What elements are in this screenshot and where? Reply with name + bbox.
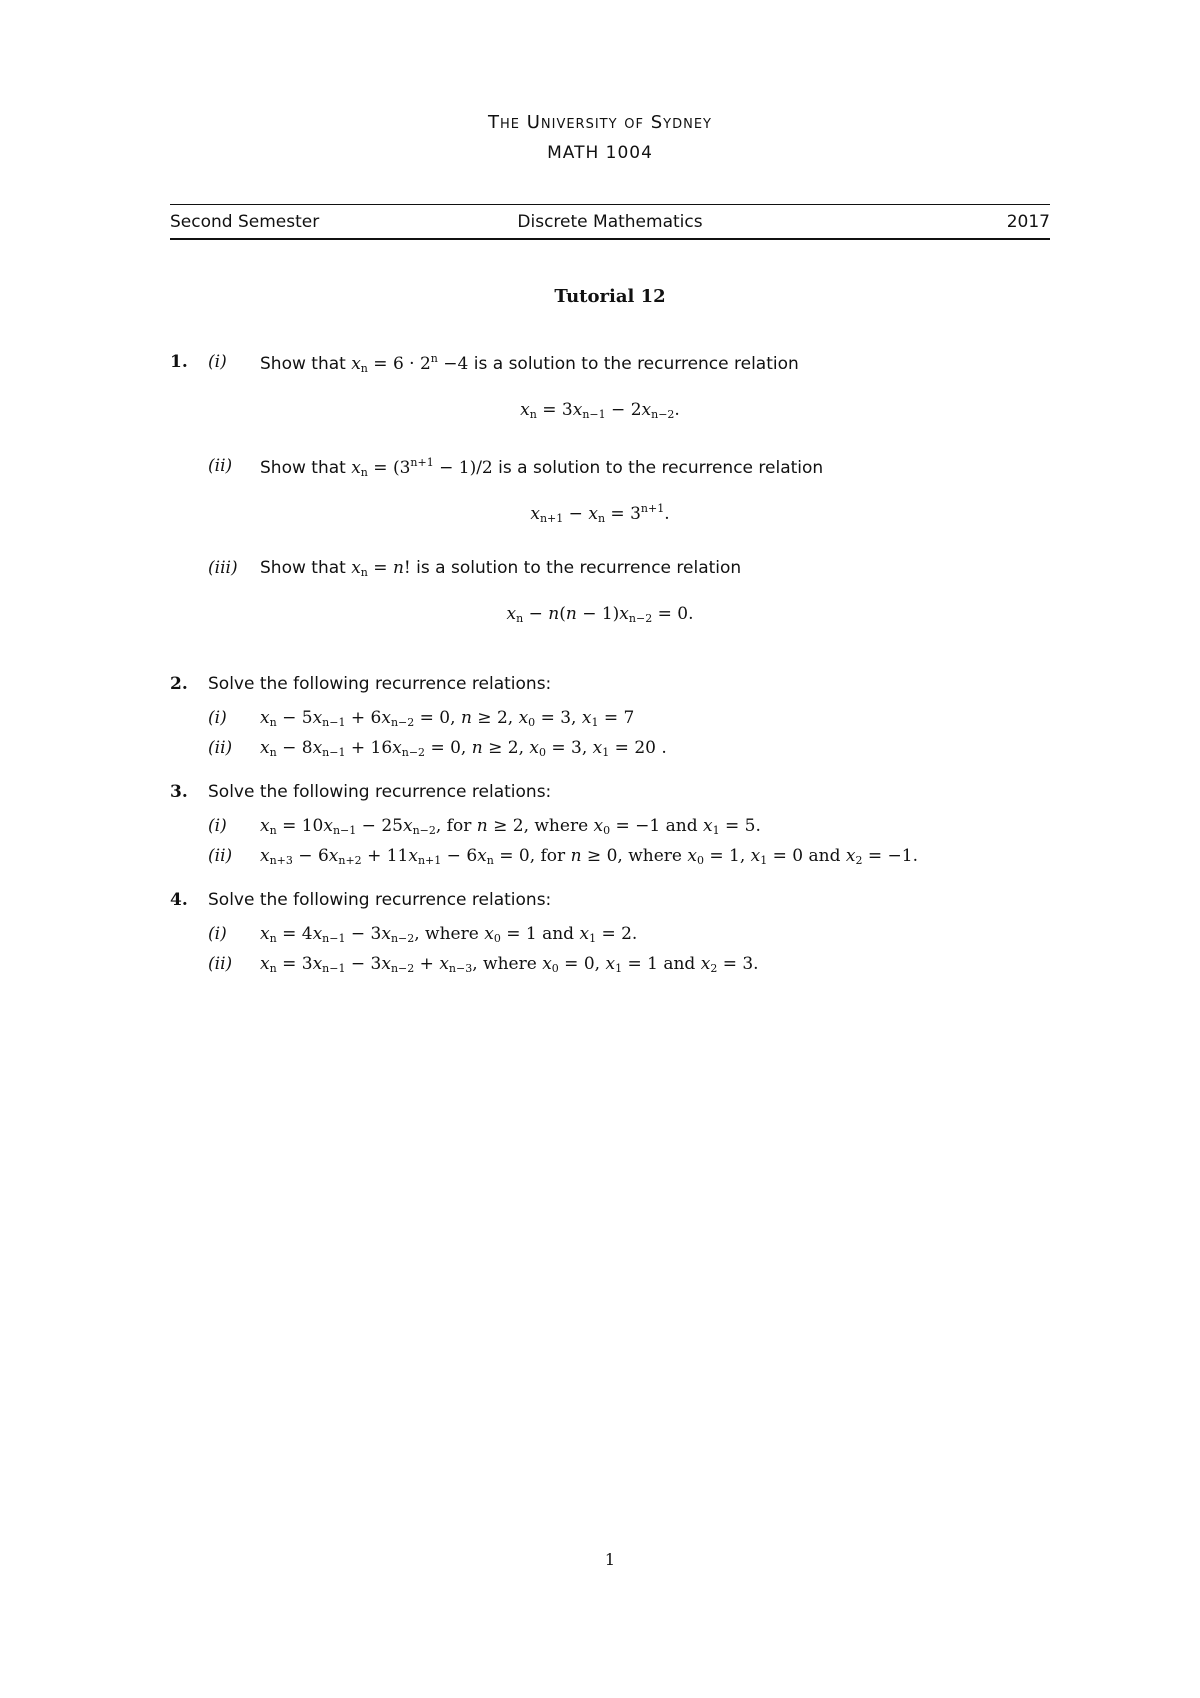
- part-text: $x_{n+3} - 6x_{n+2} + 11x_{n+1} - 6x_n = 0$, for n ≥ 0, where $x_0 = 1$, $x_1 = 0$ and $x_2 = -1$.: [260, 846, 918, 867]
- part-formula: $x_n = (3^{n+1} - 1)/2$: [351, 456, 493, 479]
- part-label: (ii): [208, 954, 233, 974]
- page-number: 1: [604, 1550, 616, 1569]
- subject-label: Discrete Mathematics: [517, 212, 703, 232]
- part-text: $x_n - 5x_{n-1} + 6x_{n-2} = 0$, n ≥ 2, $x_0 = 3$, $x_1 = 7$: [260, 708, 635, 729]
- part-tail: is a solution to the recurrence relation: [498, 458, 824, 478]
- q1-ii-display: $x_{n+1} - x_n = 3^{n+1}$.: [530, 502, 670, 525]
- question-prompt: Solve the following recurrence relations:: [208, 674, 552, 694]
- part-formula: $x_n = 6 \cdot 2^n -4$: [351, 352, 469, 375]
- question-number: 2.: [170, 674, 188, 694]
- q4-prompt: [170, 890, 552, 910]
- part-tail: is a solution to the recurrence relation: [416, 558, 742, 578]
- part-label: (i): [208, 924, 227, 944]
- part-tail: is a solution to the recurrence relation: [473, 354, 799, 374]
- question-number: 4.: [170, 890, 188, 910]
- header-rule-top: [170, 204, 1050, 205]
- part-label: (i): [208, 816, 227, 836]
- part-label: (i): [208, 352, 227, 372]
- part-text: $x_n - 8x_{n-1} + 16x_{n-2} = 0$, n ≥ 2, $x_0 = 3$, $x_1 = 20$ .: [260, 738, 667, 759]
- part-label: (iii): [208, 558, 238, 578]
- year-label: 2017: [1006, 212, 1050, 232]
- part-formula: $x_n = n$!: [351, 558, 411, 579]
- part-label: (i): [208, 708, 227, 728]
- question-number: 3.: [170, 782, 188, 802]
- part-lead: Show that: [260, 354, 346, 374]
- question-prompt: Solve the following recurrence relations:: [208, 782, 552, 802]
- part-label: (ii): [208, 846, 233, 866]
- question-prompt: Solve the following recurrence relations:: [208, 890, 552, 910]
- header-rule-bottom: [170, 238, 1050, 240]
- header-row: [170, 212, 1050, 234]
- q1-i-display: $x_n = 3x_{n-1} - 2x_{n-2}$.: [520, 400, 680, 421]
- q1-part-i: [170, 352, 799, 375]
- q3-prompt: [170, 782, 552, 802]
- university-name: The University of Sydney: [488, 112, 712, 133]
- part-lead: Show that: [260, 458, 346, 478]
- part-text: $x_n = 10x_{n-1} - 25x_{n-2}$, for n ≥ 2, where $x_0 = -1$ and $x_1 = 5$.: [260, 816, 761, 837]
- part-label: (ii): [208, 456, 233, 476]
- course-code: MATH 1004: [547, 143, 653, 163]
- part-text: $x_n = 3x_{n-1} - 3x_{n-2} + x_{n-3}$, where $x_0 = 0$, $x_1 = 1$ and $x_2 = 3$.: [260, 954, 759, 975]
- part-text: [260, 456, 823, 479]
- question-number: 1.: [170, 352, 188, 372]
- part-text: $x_n = 4x_{n-1} - 3x_{n-2}$, where $x_0 = 1$ and $x_1 = 2$.: [260, 924, 638, 945]
- tutorial-title: Tutorial 12: [554, 286, 666, 307]
- q2-prompt: [170, 674, 552, 694]
- semester-label: Second Semester: [170, 212, 320, 232]
- part-lead: Show that: [260, 558, 346, 578]
- q1-iii-display: $x_n - n(n - 1)x_{n-2} = 0$.: [506, 604, 694, 625]
- part-text: [260, 352, 799, 375]
- part-label: (ii): [208, 738, 233, 758]
- part-text: [260, 558, 741, 579]
